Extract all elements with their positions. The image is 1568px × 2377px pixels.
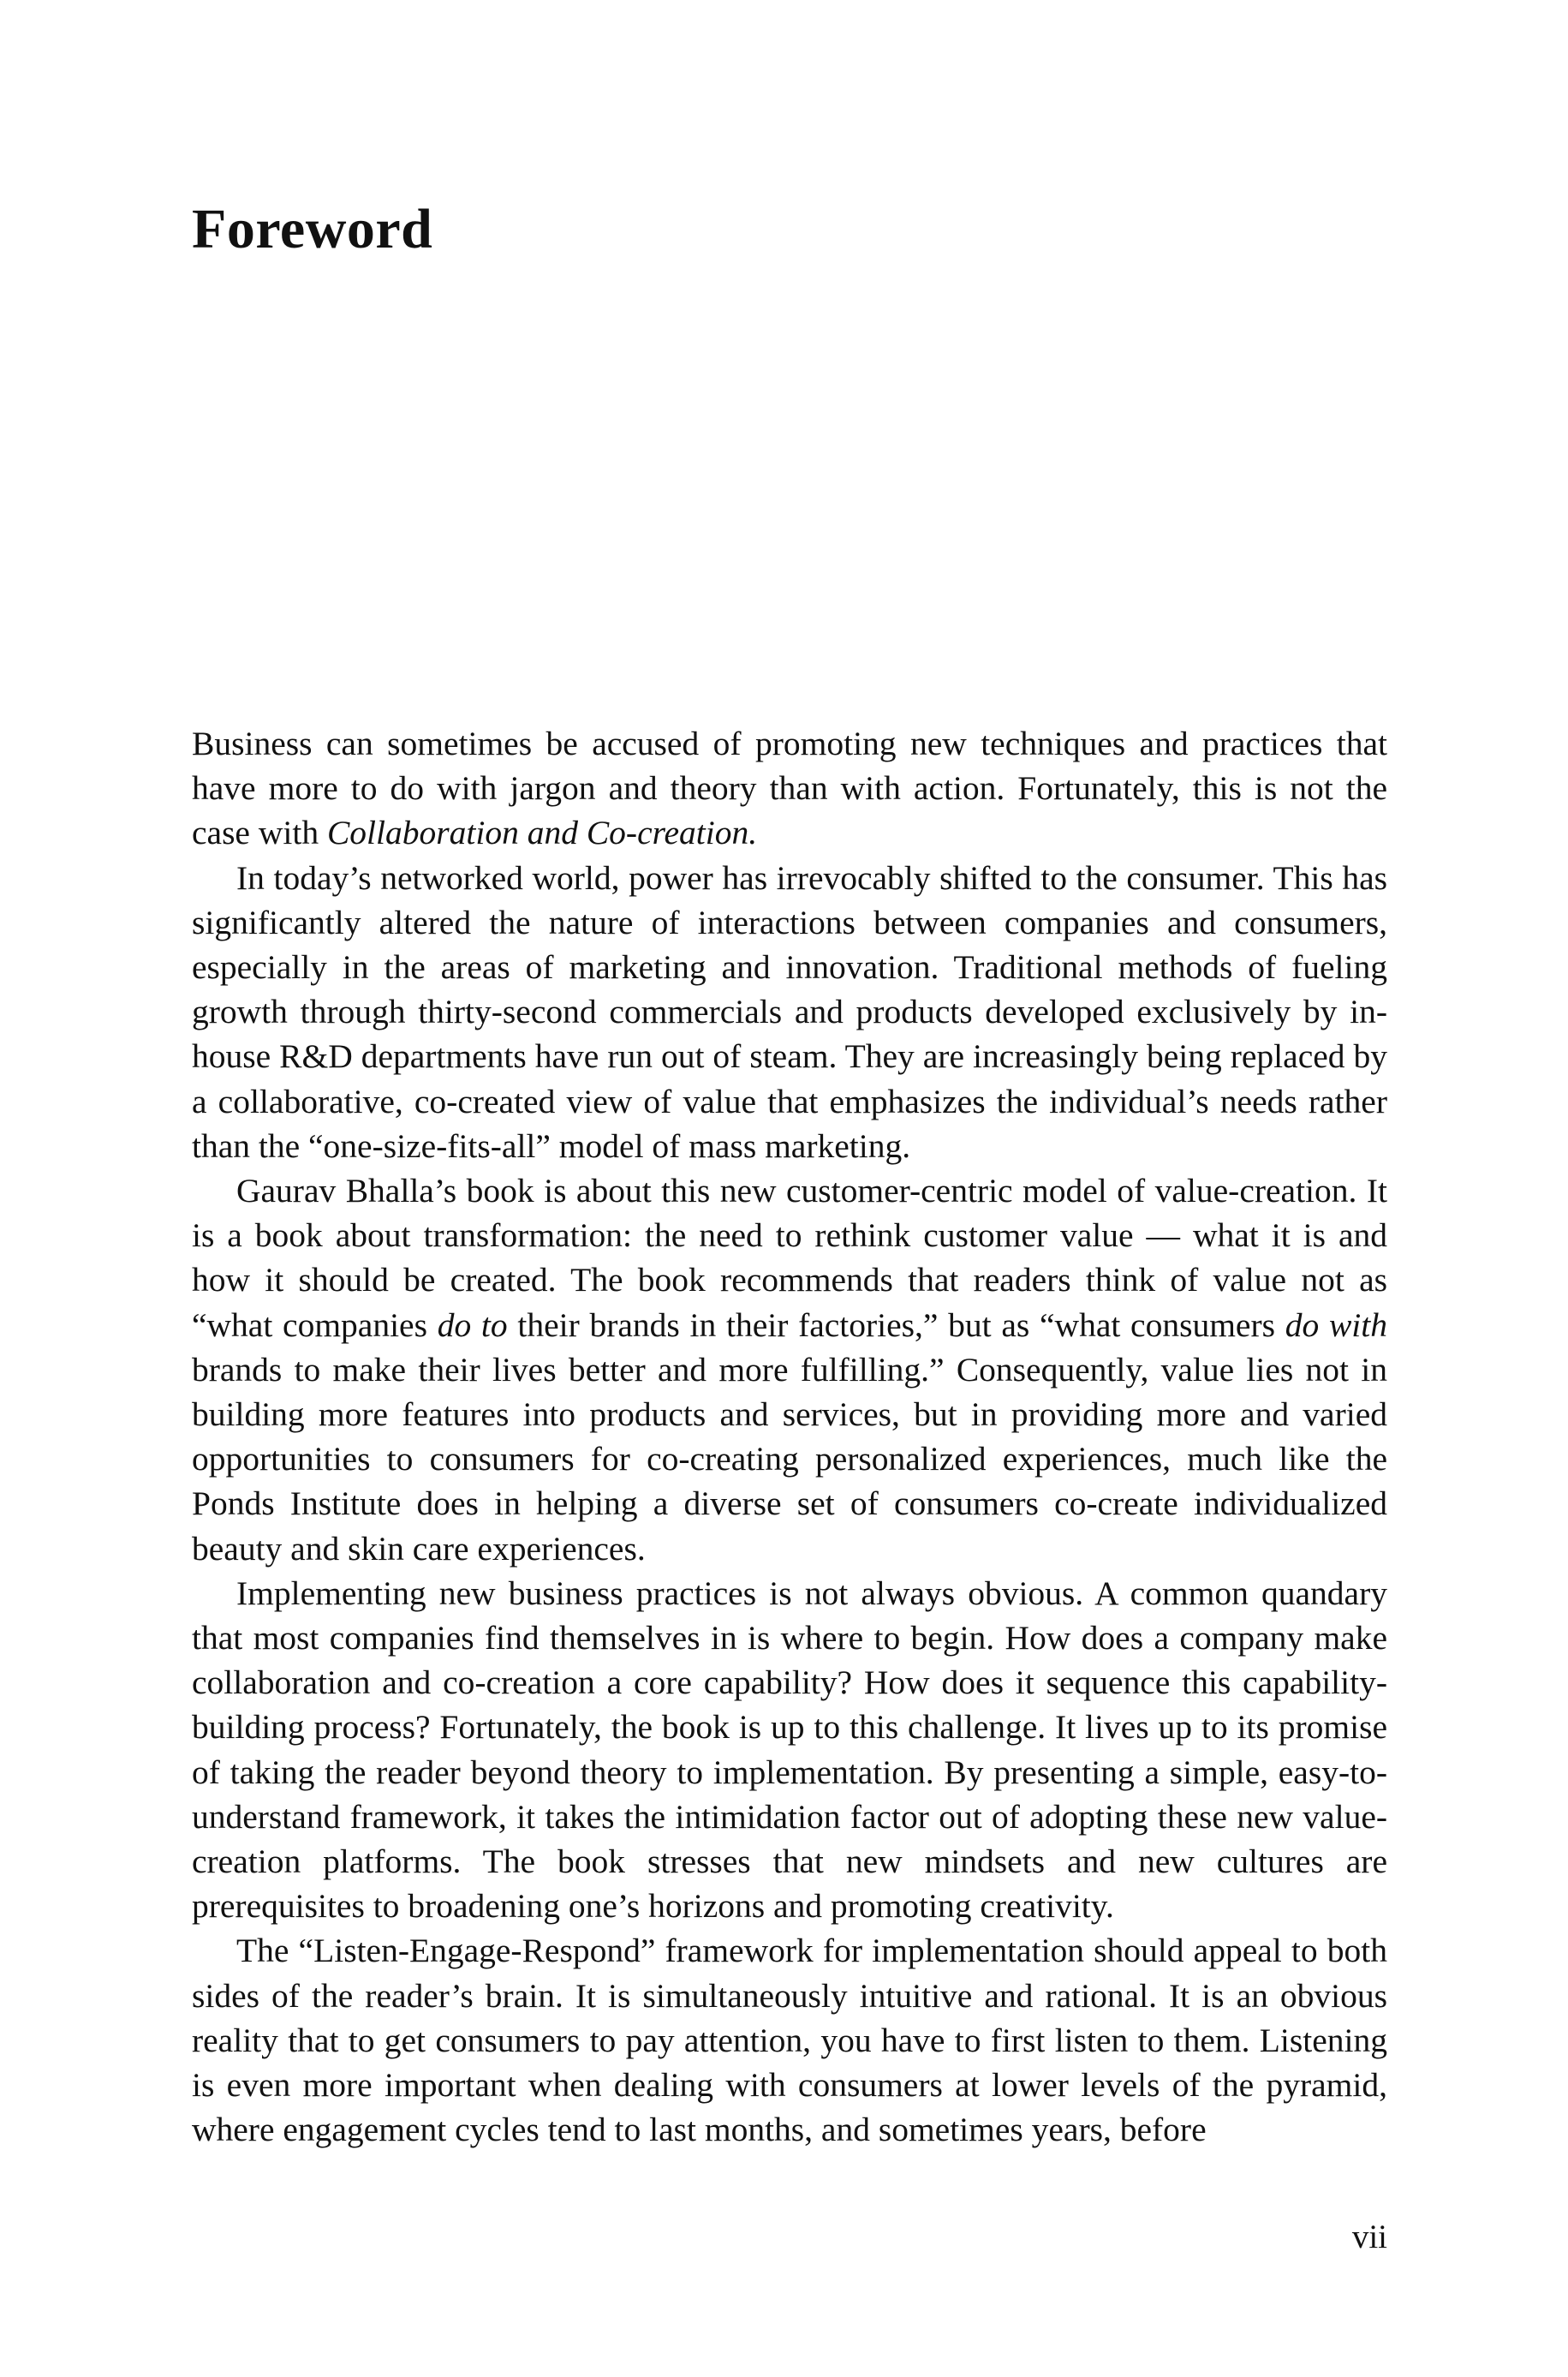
paragraph-3 — [192, 1168, 1387, 1571]
paragraph-5 — [192, 1928, 1387, 2152]
paragraph-3-text-3: brands to make their lives better and more fulfilling.” Consequently, value lies not in building more features into products and services, but in providing more and varied opportunities to consumers for co-creating personalized experiences, much like the Ponds Institute does in helping a diverse set of consumers co-create individualized beauty and skin care experiences. — [192, 1350, 1387, 1568]
book-title-italic: Collaboration and Co-creation. — [326, 814, 758, 852]
paragraph-3-text-2: their brands in their factories,” but as “what consumers — [507, 1305, 1285, 1344]
emphasis-do-with: do with — [1285, 1305, 1387, 1344]
paragraph-1-text-1: Business can sometimes be accused of promoting new techniques and practices that have more to do with jargon and theory than with action. Fortunately, this is not the case with — [192, 725, 1387, 852]
paragraph-4 — [192, 1571, 1387, 1929]
paragraph-5-text: The “Listen-Engage-Respond” framework for implementation should appeal to both sides of the reader’s brain. It is simultaneously intuitive and rational. It is an obvious reality that to get consumers to pay attention, you have to first listen to them. Listening is even more important when dealing with consumers at lower levels of the pyramid, where engagement cycles tend to last months, and sometimes years, before — [192, 1932, 1387, 2149]
foreword-body — [192, 721, 1387, 2153]
paragraph-4-text: Implementing new business practices is not always obvious. A common quandary that most companies find themselves in is where to begin. How does a company make collaboration and co-creation a core capability? How does it sequence this capability-building process? Fortunately, the book is up to this challenge. It lives up to its promise of taking the reader beyond theory to implementation. By presenting a simple, easy-to-understand framework, it takes the intimidation factor out of adopting these new value-creation platforms. The book stresses that new mindsets and new cultures are prerequisites to broadening one’s horizons and promoting creativity. — [192, 1574, 1387, 1926]
paragraph-3-text-1: Gaurav Bhalla’s book is about this new customer-centric model of value-creation. It is a book about transformation: the need to rethink customer value — what it is and how it should be created. The book recommends that readers think of value not as “what companies — [192, 1172, 1387, 1344]
emphasis-do-to: do to — [437, 1305, 508, 1344]
chapter-title: Foreword — [192, 198, 433, 260]
paragraph-2-text: In today’s networked world, power has irrevocably shifted to the consumer. This has significantly altered the nature of interactions between companies and consumers, especially in the areas of marketing and innovation. Traditional methods of fueling growth through thirty-second commercials and products developed exclusively by in-house R&D departments have run out of steam. They are increasingly being replaced by a collaborative, co-created view of value that emphasizes the individual’s needs rather than the “one-size-fits-all” model of mass marketing. — [192, 858, 1387, 1165]
paragraph-2 — [192, 856, 1387, 1168]
paragraph-1 — [192, 721, 1387, 856]
page-number: vii — [1351, 2219, 1387, 2255]
